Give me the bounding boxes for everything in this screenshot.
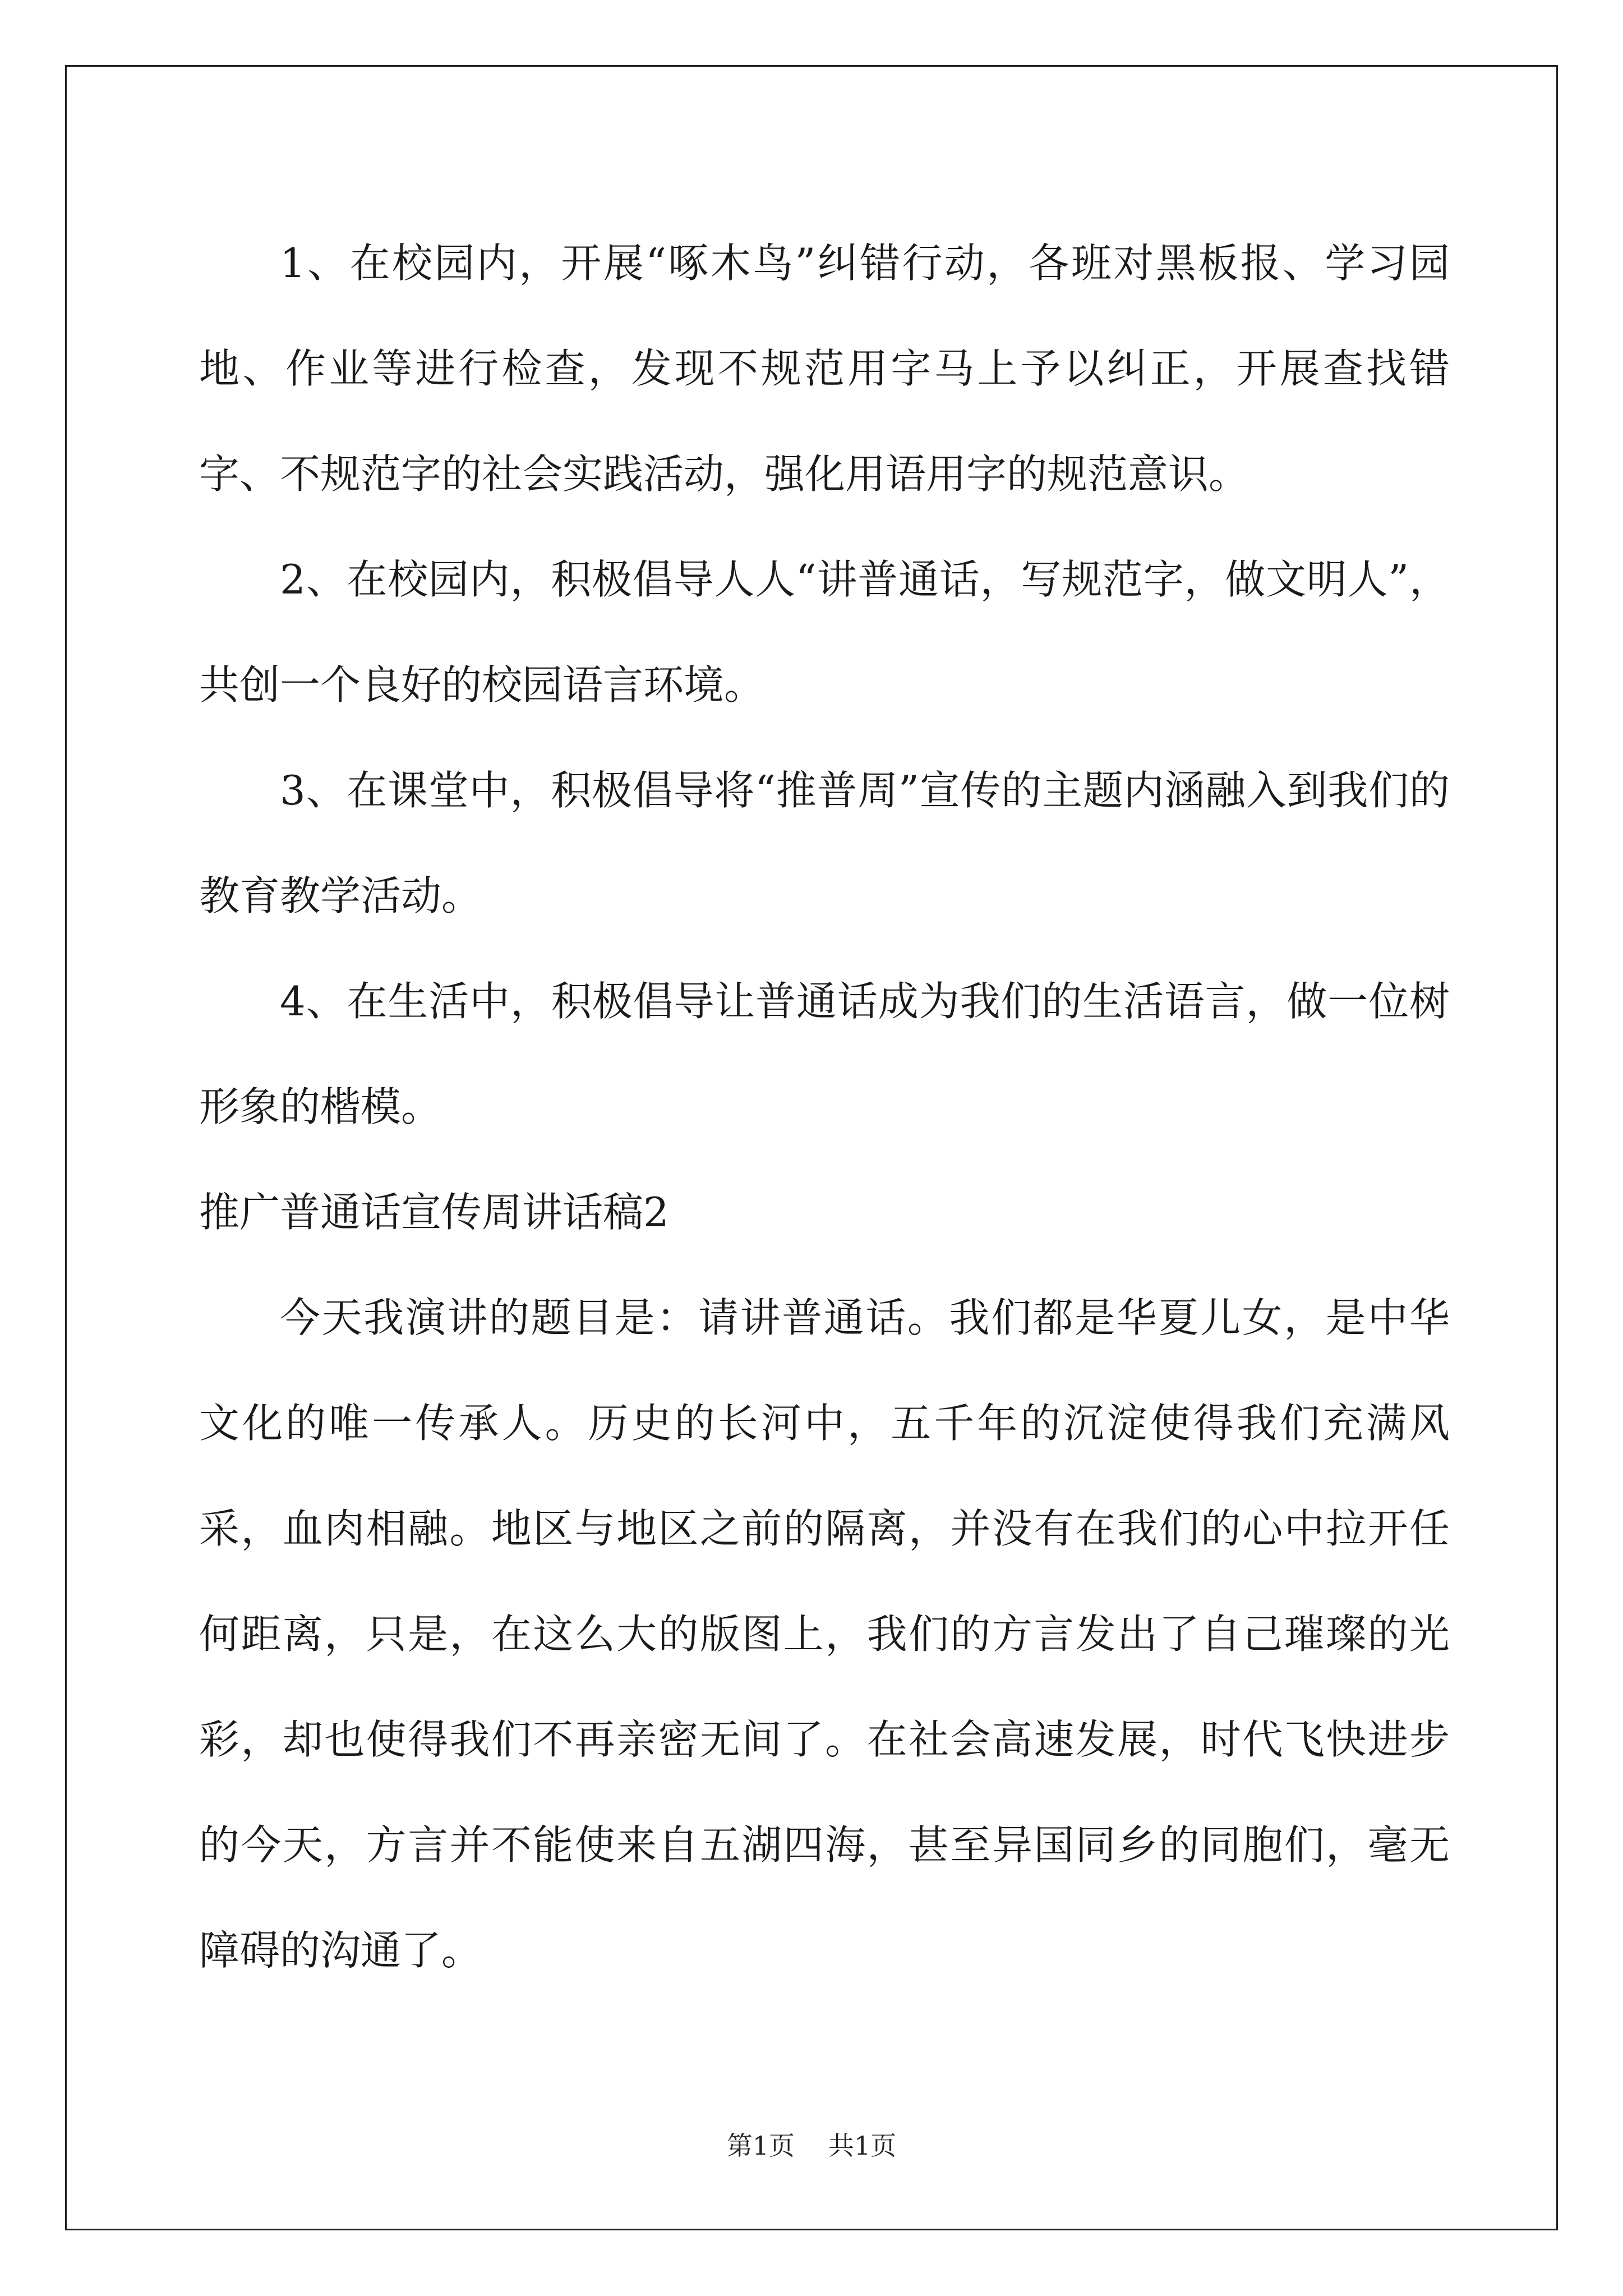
section-heading: 推广普通话宣传周讲话稿2 bbox=[199, 1189, 669, 1236]
page-footer bbox=[0, 2129, 1623, 2162]
paragraph-3: 3、在课堂中，积极倡导将“推普周”宣传的主题内涵融入到我们的教育教学活动。 bbox=[199, 767, 1450, 919]
page-number: 第1页 bbox=[726, 2131, 795, 2161]
paragraph-2: 2、在校园内，积极倡导人人“讲普通话，写规范字，做文明人”，共创一个良好的校园语言环境。 bbox=[199, 556, 1450, 708]
paragraph-4: 4、在生活中，积极倡导让普通话成为我们的生活语言，做一位树形象的楷模。 bbox=[199, 978, 1450, 1130]
paragraph-5: 今天我演讲的题目是：请讲普通话。我们都是华夏儿女，是中华文化的唯一传承人。历史的长河中，五千年的沉淀使得我们充满风采，血肉相融。地区与地区之前的隔离，并没有在我们的心中拉开任何距离，只是，在这么大的版图上，我们的方言发出了自己璀璨的光彩，却也使得我们不再亲密无间了。在社会高速发展，时代飞快进步的今天，方言并不能使来自五湖四海，甚至异国同乡的同胞们，毫无障碍的沟通了。 bbox=[199, 1294, 1450, 1974]
document-body bbox=[199, 210, 1450, 2003]
page-total: 共1页 bbox=[828, 2131, 897, 2161]
paragraph-1: 1、在校园内，开展“啄木鸟”纠错行动，各班对黑板报、学习园地、作业等进行检查，发现不规范用字马上予以纠正，开展查找错字、不规范字的社会实践活动，强化用语用字的规范意识。 bbox=[199, 240, 1450, 498]
